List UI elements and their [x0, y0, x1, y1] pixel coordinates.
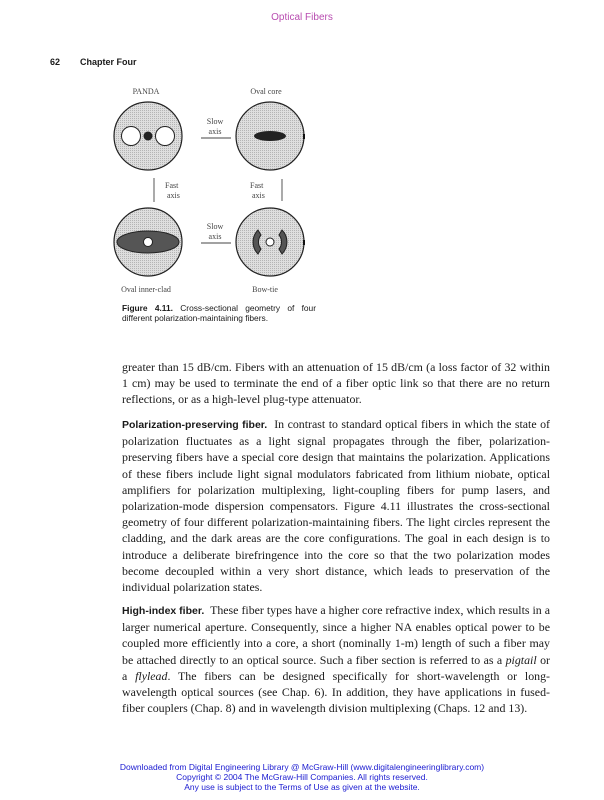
label-slow-top: Slow [206, 117, 224, 126]
label-panda: PANDA [132, 87, 160, 96]
label-bow-tie: Bow-tie [252, 285, 278, 294]
figure-caption-id: Figure 4.11. [122, 303, 173, 313]
panda-core [144, 132, 153, 141]
label-fast-axis-left: axis [167, 191, 180, 200]
term-flylead: flylead [135, 668, 168, 683]
oval-inner-clad-fiber [114, 208, 182, 276]
figure-caption-text: Cross-sectional geometry of four different polarization-maintaining fibers. [122, 303, 316, 323]
running-head: Optical Fibers [271, 12, 333, 23]
label-slow-axis-bottom: axis [208, 232, 222, 241]
oval-inner-clad-core [144, 238, 153, 247]
paragraph-polarization [122, 416, 550, 595]
footer-download-link[interactable]: Downloaded from Digital Engineering Library @ McGraw-Hill (www.digitalengineeringlibrary.com) [119, 762, 485, 772]
footer-copyright: Copyright © 2004 The McGraw-Hill Companies. All rights reserved. [176, 772, 428, 782]
high-index-heading: High-index fiber. [122, 605, 205, 617]
paragraph-attenuation [122, 359, 550, 408]
polarization-text: In contrast to standard optical fibers in which the state of polarization fluctuates as a light signal propagates through the fiber, polarization-preserving fibers have a special core design that maintains the polarization. Applications of these fibers include light signal modulators fabricated from lithium niobate, optical amplifiers for polarization multiplexing, light-coupling fibers for pump lasers, and polarization-mode dispersion compensators. Figure 4.11 illustrates the cross-sectional geometry of four different polarization-maintaining fibers. The light circles represent the cladding, and the dark areas are the core configurations. The goal in each design is to introduce a deliberate birefringence into the core so that the two polarization modes become decoupled within a very short distance, which leads to preservation of the individual polarization states. [122, 417, 551, 595]
bow-tie-fiber [236, 208, 305, 276]
chapter-title: Chapter Four [80, 57, 137, 67]
term-pigtail: pigtail [505, 652, 537, 667]
label-slow-bottom: Slow [206, 222, 224, 231]
high-index-or: or a [122, 652, 550, 683]
label-fast-axis-right: axis [252, 191, 265, 200]
label-fast-left: Fast [165, 181, 179, 190]
label-oval-inner-clad: Oval inner-clad [121, 285, 171, 294]
paragraph-high-index [122, 602, 550, 716]
high-index-text-b: . The fibers can be designed specifically for short-wavelength or long-wavelength optical sources (see Chap. 6). In addition, they have applications in fused-fiber couplers (Chap. 8) and in wavelength division multiplexing (Chaps. 12 and 13). [122, 668, 550, 716]
oval-core-fiber [236, 102, 305, 170]
label-slow-axis-top: axis [208, 127, 222, 136]
label-fast-right: Fast [250, 181, 264, 190]
paragraph-1-text: greater than 15 dB/cm. Fibers with an attenuation of 15 dB/cm (a loss factor of 32 within 1 cm) may be used to terminate the end of a fiber optic link so that there are no return reflections, or as a high-level plug-type attenuator. [122, 360, 550, 407]
high-index-text-a: These fiber types have a higher core refractive index, which results in a larger numerical aperture. Consequently, since a higher NA enables optical power to be coupled more efficiently into a core, a short (nominally 1-m) length of such a fiber may be attached directly to an optical source. Such a fiber section is referred to as a [122, 603, 551, 667]
bow-tie-core [266, 238, 274, 246]
footer [0, 762, 604, 792]
panda-fiber [114, 102, 182, 170]
panda-stress-rod-left [122, 127, 141, 146]
figure-4-11 [110, 80, 330, 296]
footer-terms[interactable]: Any use is subject to the Terms of Use as given at the website. [184, 782, 420, 792]
polarization-heading: Polarization-preserving fiber. [122, 419, 268, 431]
label-oval-core: Oval core [250, 87, 282, 96]
oval-core-core [254, 131, 286, 141]
page-number: 62 [50, 57, 61, 67]
fiber-diagram [110, 80, 330, 296]
figure-caption [122, 303, 316, 323]
panda-stress-rod-right [156, 127, 175, 146]
